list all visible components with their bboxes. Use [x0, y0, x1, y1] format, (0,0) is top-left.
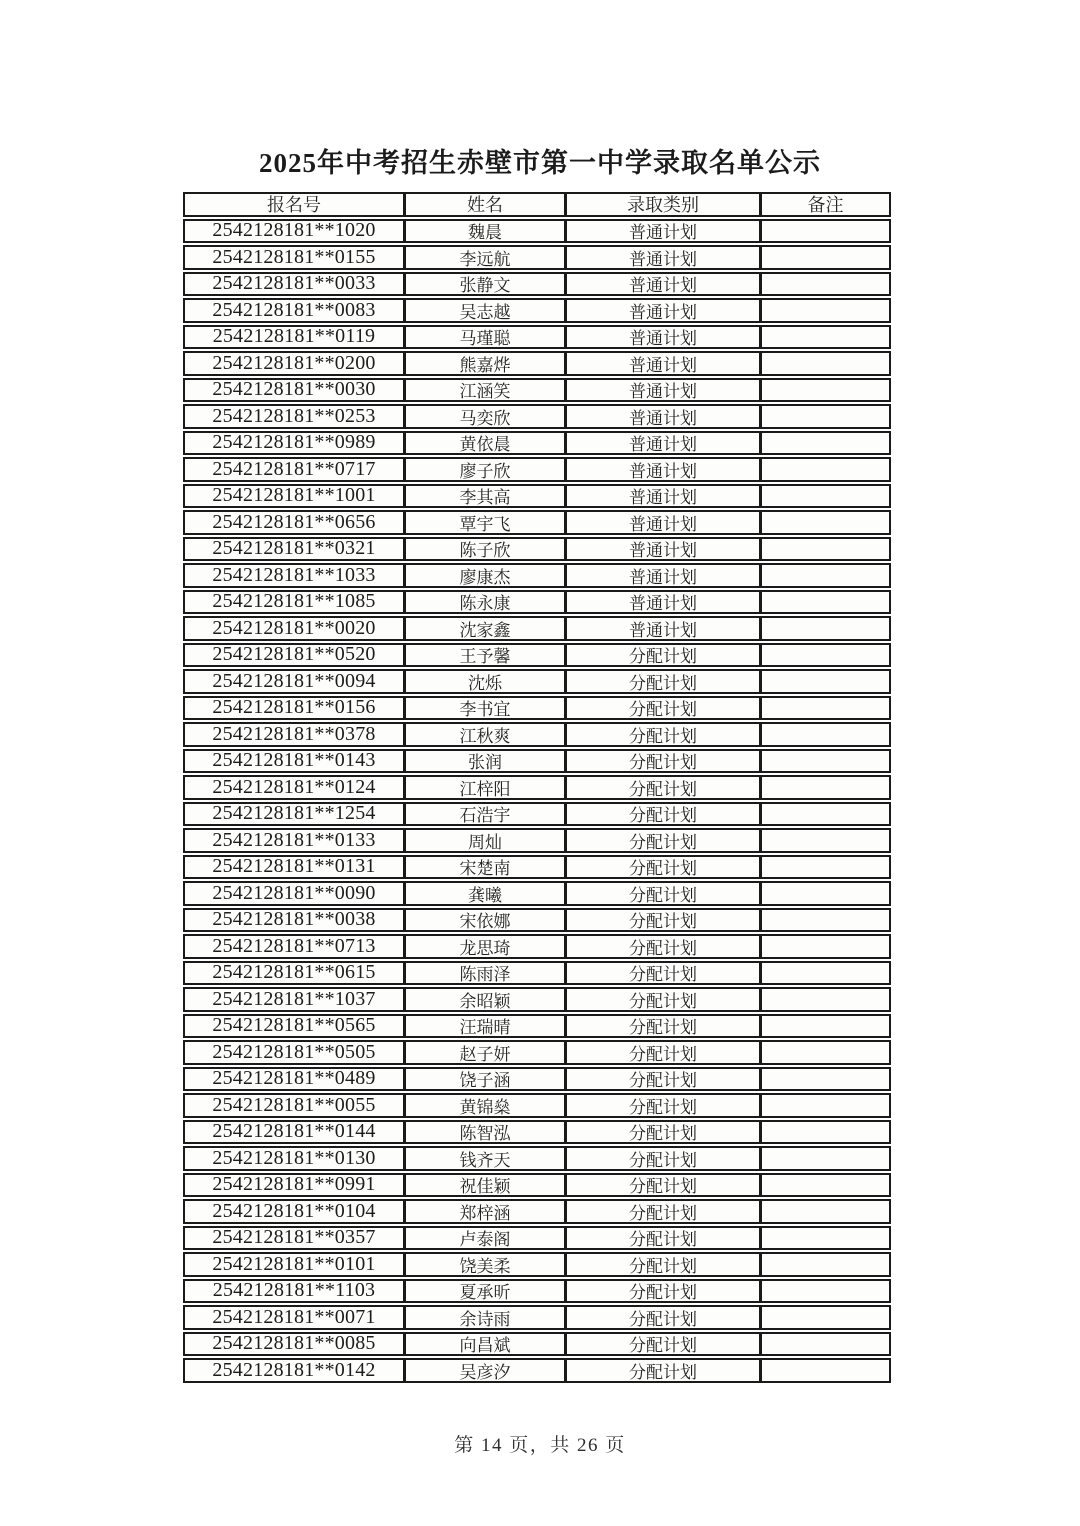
cell-name: 马瑾聪: [404, 325, 566, 350]
table-row: [183, 1040, 891, 1065]
table-row: [183, 855, 891, 880]
cell-name: 宋依娜: [404, 908, 566, 933]
table-row: [183, 1305, 891, 1330]
cell-name: 李书宜: [404, 696, 566, 721]
cell-name: 龙思琦: [404, 934, 566, 959]
cell-registration-number: 2542128181**1103: [183, 1279, 405, 1304]
cell-category: 普通计划: [565, 563, 761, 588]
cell-category: 普通计划: [565, 245, 761, 270]
table-row: [183, 616, 891, 641]
cell-name: 郑梓涵: [404, 1199, 566, 1224]
cell-remark: [760, 510, 891, 535]
page-title: 2025年中考招生赤壁市第一中学录取名单公示: [259, 148, 821, 178]
table-row: [183, 1067, 891, 1092]
cell-registration-number: 2542128181**0131: [183, 855, 405, 880]
table-row: [183, 219, 891, 244]
table-row: [183, 590, 891, 615]
table-row: [183, 1120, 891, 1145]
cell-registration-number: 2542128181**0083: [183, 298, 405, 323]
cell-name: 张静文: [404, 272, 566, 297]
table-row: [183, 1093, 891, 1118]
cell-registration-number: 2542128181**0656: [183, 510, 405, 535]
cell-registration-number: 2542128181**0505: [183, 1040, 405, 1065]
cell-remark: [760, 987, 891, 1012]
table-row: [183, 696, 891, 721]
table-row: [183, 908, 891, 933]
cell-category: 普通计划: [565, 298, 761, 323]
cell-category: 分配计划: [565, 722, 761, 747]
table-row: [183, 669, 891, 694]
cell-name: 陈雨泽: [404, 961, 566, 986]
cell-category: 分配计划: [565, 934, 761, 959]
cell-category: 分配计划: [565, 669, 761, 694]
cell-category: 普通计划: [565, 616, 761, 641]
cell-name: 王予馨: [404, 643, 566, 668]
cell-category: 分配计划: [565, 881, 761, 906]
cell-remark: [760, 590, 891, 615]
cell-name: 陈智泓: [404, 1120, 566, 1145]
cell-name: 马奕欣: [404, 404, 566, 429]
cell-name: 吴志越: [404, 298, 566, 323]
cell-remark: [760, 1146, 891, 1171]
cell-registration-number: 2542128181**0124: [183, 775, 405, 800]
cell-registration-number: 2542128181**0489: [183, 1067, 405, 1092]
cell-registration-number: 2542128181**0713: [183, 934, 405, 959]
cell-remark: [760, 1305, 891, 1330]
cell-category: 分配计划: [565, 908, 761, 933]
cell-name: 吴彦汐: [404, 1358, 566, 1383]
cell-remark: [760, 1040, 891, 1065]
cell-category: 分配计划: [565, 1332, 761, 1357]
cell-name: 陈子欣: [404, 537, 566, 562]
cell-remark: [760, 1332, 891, 1357]
admission-table: [183, 192, 891, 1385]
cell-category: 普通计划: [565, 378, 761, 403]
cell-category: 分配计划: [565, 1173, 761, 1198]
cell-category: 分配计划: [565, 1014, 761, 1039]
table-row: [183, 881, 891, 906]
cell-registration-number: 2542128181**0104: [183, 1199, 405, 1224]
cell-registration-number: 2542128181**0200: [183, 351, 405, 376]
cell-category: 分配计划: [565, 802, 761, 827]
header-cell-remark: 备注: [760, 192, 891, 217]
cell-registration-number: 2542128181**0133: [183, 828, 405, 853]
cell-registration-number: 2542128181**0142: [183, 1358, 405, 1383]
table-row: [183, 1226, 891, 1251]
cell-name: 汪瑞晴: [404, 1014, 566, 1039]
cell-name: 魏晨: [404, 219, 566, 244]
cell-registration-number: 2542128181**1020: [183, 219, 405, 244]
cell-category: 分配计划: [565, 1120, 761, 1145]
cell-registration-number: 2542128181**0055: [183, 1093, 405, 1118]
page-number: 第 14 页，共 26 页: [454, 1435, 626, 1456]
table-row: [183, 298, 891, 323]
cell-remark: [760, 961, 891, 986]
cell-registration-number: 2542128181**1085: [183, 590, 405, 615]
cell-name: 余诗雨: [404, 1305, 566, 1330]
cell-category: 分配计划: [565, 961, 761, 986]
table-row: [183, 749, 891, 774]
cell-remark: [760, 404, 891, 429]
table-row: [183, 272, 891, 297]
cell-name: 李远航: [404, 245, 566, 270]
cell-registration-number: 2542128181**1254: [183, 802, 405, 827]
cell-remark: [760, 1252, 891, 1277]
cell-remark: [760, 378, 891, 403]
cell-name: 江秋爽: [404, 722, 566, 747]
cell-remark: [760, 245, 891, 270]
cell-category: 分配计划: [565, 1040, 761, 1065]
cell-category: 分配计划: [565, 1199, 761, 1224]
cell-registration-number: 2542128181**0357: [183, 1226, 405, 1251]
table-row: [183, 1014, 891, 1039]
cell-name: 黄锦燊: [404, 1093, 566, 1118]
table-row: [183, 510, 891, 535]
table-row: [183, 961, 891, 986]
cell-name: 沈家鑫: [404, 616, 566, 641]
cell-category: 分配计划: [565, 1252, 761, 1277]
table-row: [183, 1358, 891, 1383]
cell-name: 夏承昕: [404, 1279, 566, 1304]
table-row: [183, 1279, 891, 1304]
cell-category: 分配计划: [565, 855, 761, 880]
admission-table-body: [183, 219, 891, 1383]
cell-category: 普通计划: [565, 484, 761, 509]
table-row: [183, 1173, 891, 1198]
cell-name: 熊嘉烨: [404, 351, 566, 376]
cell-name: 龚曦: [404, 881, 566, 906]
cell-remark: [760, 537, 891, 562]
cell-category: 分配计划: [565, 1305, 761, 1330]
table-row: [183, 1146, 891, 1171]
cell-category: 普通计划: [565, 404, 761, 429]
cell-category: 普通计划: [565, 325, 761, 350]
cell-registration-number: 2542128181**0033: [183, 272, 405, 297]
cell-name: 张润: [404, 749, 566, 774]
cell-registration-number: 2542128181**0094: [183, 669, 405, 694]
cell-category: 分配计划: [565, 749, 761, 774]
cell-registration-number: 2542128181**0378: [183, 722, 405, 747]
cell-remark: [760, 431, 891, 456]
cell-remark: [760, 802, 891, 827]
cell-registration-number: 2542128181**0520: [183, 643, 405, 668]
table-row: [183, 245, 891, 270]
cell-remark: [760, 616, 891, 641]
cell-name: 饶美柔: [404, 1252, 566, 1277]
table-row: [183, 1332, 891, 1357]
header-cell-category: 录取类别: [565, 192, 761, 217]
cell-category: 分配计划: [565, 1279, 761, 1304]
cell-registration-number: 2542128181**1001: [183, 484, 405, 509]
cell-remark: [760, 855, 891, 880]
cell-name: 沈烁: [404, 669, 566, 694]
table-row: [183, 325, 891, 350]
cell-registration-number: 2542128181**0071: [183, 1305, 405, 1330]
cell-remark: [760, 749, 891, 774]
cell-name: 覃宇飞: [404, 510, 566, 535]
cell-remark: [760, 1014, 891, 1039]
cell-remark: [760, 643, 891, 668]
cell-registration-number: 2542128181**0085: [183, 1332, 405, 1357]
cell-name: 石浩宇: [404, 802, 566, 827]
cell-remark: [760, 828, 891, 853]
cell-remark: [760, 1093, 891, 1118]
cell-remark: [760, 563, 891, 588]
table-row: [183, 1252, 891, 1277]
table-row: [183, 775, 891, 800]
cell-remark: [760, 484, 891, 509]
cell-registration-number: 2542128181**0020: [183, 616, 405, 641]
table-row: [183, 722, 891, 747]
cell-category: 分配计划: [565, 1226, 761, 1251]
cell-registration-number: 2542128181**0144: [183, 1120, 405, 1145]
cell-category: 普通计划: [565, 510, 761, 535]
table-row: [183, 643, 891, 668]
cell-category: 普通计划: [565, 590, 761, 615]
cell-remark: [760, 1199, 891, 1224]
cell-registration-number: 2542128181**0565: [183, 1014, 405, 1039]
cell-remark: [760, 457, 891, 482]
cell-registration-number: 2542128181**0989: [183, 431, 405, 456]
cell-registration-number: 2542128181**0717: [183, 457, 405, 482]
cell-registration-number: 2542128181**0101: [183, 1252, 405, 1277]
cell-registration-number: 2542128181**0615: [183, 961, 405, 986]
cell-category: 分配计划: [565, 828, 761, 853]
cell-remark: [760, 908, 891, 933]
cell-registration-number: 2542128181**0143: [183, 749, 405, 774]
table-row: [183, 351, 891, 376]
cell-remark: [760, 696, 891, 721]
cell-remark: [760, 1358, 891, 1383]
cell-remark: [760, 325, 891, 350]
cell-registration-number: 2542128181**0156: [183, 696, 405, 721]
cell-remark: [760, 272, 891, 297]
cell-category: 分配计划: [565, 643, 761, 668]
cell-category: 普通计划: [565, 272, 761, 297]
table-row: [183, 1199, 891, 1224]
cell-remark: [760, 1067, 891, 1092]
cell-registration-number: 2542128181**1033: [183, 563, 405, 588]
cell-category: 分配计划: [565, 1093, 761, 1118]
cell-category: 普通计划: [565, 351, 761, 376]
cell-registration-number: 2542128181**0130: [183, 1146, 405, 1171]
cell-name: 余昭颖: [404, 987, 566, 1012]
cell-registration-number: 2542128181**1037: [183, 987, 405, 1012]
cell-registration-number: 2542128181**0155: [183, 245, 405, 270]
table-row: [183, 934, 891, 959]
cell-category: 分配计划: [565, 987, 761, 1012]
cell-category: 分配计划: [565, 1067, 761, 1092]
cell-remark: [760, 722, 891, 747]
cell-remark: [760, 1173, 891, 1198]
cell-registration-number: 2542128181**0030: [183, 378, 405, 403]
header-cell-registration-number: 报名号: [183, 192, 405, 217]
cell-registration-number: 2542128181**0321: [183, 537, 405, 562]
table-row: [183, 404, 891, 429]
table-row: [183, 802, 891, 827]
cell-name: 赵子妍: [404, 1040, 566, 1065]
cell-registration-number: 2542128181**0119: [183, 325, 405, 350]
cell-remark: [760, 1279, 891, 1304]
table-row: [183, 457, 891, 482]
cell-remark: [760, 298, 891, 323]
cell-remark: [760, 881, 891, 906]
cell-name: 陈永康: [404, 590, 566, 615]
cell-category: 普通计划: [565, 457, 761, 482]
table-row: [183, 431, 891, 456]
cell-category: 分配计划: [565, 775, 761, 800]
cell-remark: [760, 1120, 891, 1145]
cell-name: 黄依晨: [404, 431, 566, 456]
cell-remark: [760, 669, 891, 694]
cell-category: 分配计划: [565, 1358, 761, 1383]
cell-name: 钱齐天: [404, 1146, 566, 1171]
cell-name: 周灿: [404, 828, 566, 853]
cell-registration-number: 2542128181**0038: [183, 908, 405, 933]
cell-category: 普通计划: [565, 431, 761, 456]
header-cell-name: 姓名: [404, 192, 566, 217]
cell-name: 李其高: [404, 484, 566, 509]
cell-name: 饶子涵: [404, 1067, 566, 1092]
cell-name: 江梓阳: [404, 775, 566, 800]
cell-registration-number: 2542128181**0991: [183, 1173, 405, 1198]
cell-name: 向昌斌: [404, 1332, 566, 1357]
table-row: [183, 378, 891, 403]
table-row: [183, 537, 891, 562]
cell-name: 宋楚南: [404, 855, 566, 880]
table-row: [183, 484, 891, 509]
cell-remark: [760, 219, 891, 244]
cell-name: 卢泰阁: [404, 1226, 566, 1251]
table-header-row: [183, 192, 891, 217]
cell-remark: [760, 351, 891, 376]
cell-name: 祝佳颖: [404, 1173, 566, 1198]
table-row: [183, 563, 891, 588]
cell-category: 普通计划: [565, 219, 761, 244]
cell-remark: [760, 1226, 891, 1251]
cell-name: 廖康杰: [404, 563, 566, 588]
cell-remark: [760, 934, 891, 959]
table-row: [183, 828, 891, 853]
cell-name: 廖子欣: [404, 457, 566, 482]
table-row: [183, 987, 891, 1012]
cell-name: 江涵笑: [404, 378, 566, 403]
cell-registration-number: 2542128181**0253: [183, 404, 405, 429]
cell-category: 分配计划: [565, 1146, 761, 1171]
cell-remark: [760, 775, 891, 800]
cell-registration-number: 2542128181**0090: [183, 881, 405, 906]
cell-category: 普通计划: [565, 537, 761, 562]
cell-category: 分配计划: [565, 696, 761, 721]
